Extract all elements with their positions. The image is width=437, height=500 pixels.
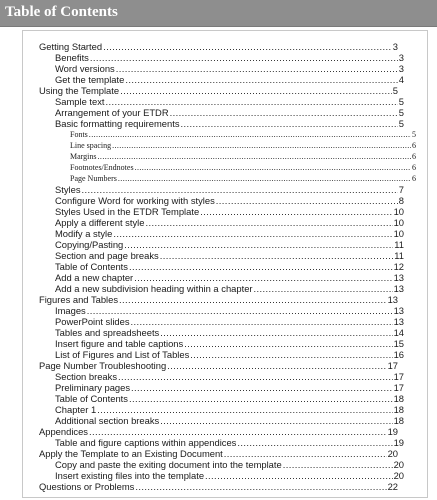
toc-dot-leader [129, 393, 393, 404]
toc-entry-page: 18 [393, 393, 404, 404]
toc-entry-page: 11 [394, 239, 404, 250]
toc-entry[interactable] [55, 206, 404, 217]
toc-dot-leader [170, 107, 398, 118]
toc-entry-label: Modify a style [55, 228, 113, 239]
toc-entry-label: Insert existing files into the template [55, 470, 205, 481]
toc-entry-page: 12 [393, 261, 404, 272]
toc-entry-label: Get the template [55, 74, 125, 85]
toc-entry-page: 4 [398, 74, 404, 85]
toc-entry[interactable] [39, 481, 398, 492]
toc-entry[interactable] [55, 349, 404, 360]
toc-dot-leader [89, 129, 411, 140]
toc-entry[interactable] [39, 426, 398, 437]
toc-entry-label: Preliminary pages [55, 382, 131, 393]
toc-entry-page: 10 [393, 206, 404, 217]
toc-entry-page: 11 [394, 250, 404, 261]
toc-entry-page: 6 [412, 141, 416, 150]
toc-dot-leader [134, 272, 392, 283]
toc-entry-page: 13 [387, 294, 398, 305]
toc-entry-label: Sample text [55, 96, 105, 107]
toc-entry-label: Styles [55, 184, 81, 195]
toc-entry-page: 6 [412, 174, 416, 183]
toc-entry-label: Basic formatting requirements [55, 118, 180, 129]
toc-dot-leader [125, 74, 397, 85]
toc-entry-page: 5 [398, 107, 404, 118]
toc-dot-leader [135, 162, 411, 173]
toc-entry[interactable] [55, 74, 404, 85]
toc-entry-page: 8 [398, 195, 404, 206]
toc-entry[interactable] [70, 129, 416, 140]
toc-entry-label: Word versions [55, 63, 115, 74]
toc-dot-leader [106, 96, 398, 107]
toc-entry-page: 17 [387, 360, 398, 371]
toc-entry-page: 20 [393, 470, 404, 481]
toc-entry-page: 7 [398, 184, 404, 195]
toc-entry-label: Apply a different style [55, 217, 145, 228]
toc-entry-label: Copying/Pasting [55, 239, 124, 250]
toc-entry-page: 13 [393, 316, 404, 327]
toc-entry[interactable] [39, 294, 398, 305]
toc-entry-label: Questions or Problems [39, 481, 135, 492]
toc-entry[interactable] [55, 107, 404, 118]
toc-entry-page: 19 [387, 426, 398, 437]
toc-entry-label: PowerPoint slides [55, 316, 130, 327]
toc-entry[interactable] [55, 184, 404, 195]
toc-entry-label: Chapter 1 [55, 404, 97, 415]
toc-entry-label: Copy and paste the exiting document into the template [55, 459, 282, 470]
toc-entry[interactable] [55, 250, 404, 261]
toc-entry-label: Tables and spreadsheets [55, 327, 160, 338]
toc-dot-leader [135, 481, 386, 492]
toc-entry[interactable] [55, 283, 404, 294]
toc-entry[interactable] [39, 448, 398, 459]
toc-dot-leader [120, 85, 392, 96]
toc-entry[interactable] [55, 228, 404, 239]
toc-entry-page: 3 [398, 63, 404, 74]
toc-dot-leader [116, 63, 398, 74]
toc-dot-leader [160, 415, 392, 426]
toc-entry-label: Getting Started [39, 41, 103, 52]
toc-dot-leader [103, 41, 392, 52]
toc-dot-leader [205, 470, 393, 481]
toc-entry-page: 18 [393, 404, 404, 415]
toc-entry[interactable] [55, 118, 404, 129]
toc-entry[interactable] [55, 371, 404, 382]
toc-entry-label: Section breaks [55, 371, 118, 382]
toc-entry[interactable] [39, 360, 398, 371]
toc-entry[interactable] [55, 470, 404, 481]
toc-entry[interactable] [55, 393, 404, 404]
toc-entry-label: Additional section breaks [55, 415, 160, 426]
toc-entry-page: 10 [393, 217, 404, 228]
toc-dot-leader [129, 261, 393, 272]
toc-entry[interactable] [70, 151, 416, 162]
toc-entry-page: 5 [392, 85, 398, 96]
toc-entry[interactable] [39, 85, 398, 96]
toc-dot-leader [118, 173, 411, 184]
toc-entry-label: Figures and Tables [39, 294, 119, 305]
toc-dot-leader [97, 404, 392, 415]
toc-entry[interactable] [55, 195, 404, 206]
toc-entry-label: Table of Contents [55, 261, 128, 272]
toc-entry[interactable] [70, 162, 416, 173]
toc-dot-leader [124, 239, 393, 250]
toc-entry-page: 6 [412, 152, 416, 161]
toc-entry-page: 19 [393, 437, 404, 448]
toc-entry[interactable] [55, 437, 404, 448]
toc-entry[interactable] [70, 173, 416, 184]
toc-dot-leader [184, 338, 392, 349]
toc-entry[interactable] [55, 327, 404, 338]
toc-entry[interactable] [55, 382, 404, 393]
toc-entry-page: 17 [393, 371, 404, 382]
toc-dot-leader [160, 327, 392, 338]
toc-entry-label: Insert figure and table captions [55, 338, 184, 349]
toc-entry-page: 17 [393, 382, 404, 393]
toc-entry-page: 5 [398, 96, 404, 107]
toc-entry-page: 22 [387, 481, 398, 492]
toc-dot-leader [113, 228, 392, 239]
toc-dot-leader [82, 184, 398, 195]
toc-dot-leader [89, 426, 387, 437]
toc-entry[interactable] [55, 316, 404, 327]
toc-entry-label: Appendices [39, 426, 88, 437]
toc-entry-page: 13 [393, 283, 404, 294]
toc-dot-leader [98, 151, 411, 162]
toc-entry[interactable] [39, 41, 398, 52]
toc-entry-label: Benefits [55, 52, 89, 63]
toc-dot-leader [112, 140, 411, 151]
toc-entry-page: 18 [393, 415, 404, 426]
toc-entry[interactable] [55, 338, 404, 349]
toc-entry[interactable] [55, 261, 404, 272]
toc-entry-label: Table of Contents [55, 393, 128, 404]
toc-entry-page: 5 [412, 130, 416, 139]
toc-dot-leader [254, 283, 393, 294]
toc-entry-label: Section and page breaks [55, 250, 159, 261]
toc-dot-leader [216, 195, 398, 206]
toc-entry[interactable] [55, 415, 404, 426]
toc-dot-leader [118, 371, 393, 382]
toc-entry-page: 3 [392, 41, 398, 52]
toc-entry-label: Using the Template [39, 85, 120, 96]
toc-dot-leader [200, 206, 392, 217]
toc-entry-label: Page Numbers [70, 174, 117, 183]
header-bar [0, 0, 437, 27]
toc-entry-page: 5 [398, 118, 404, 129]
toc-entry[interactable] [55, 305, 404, 316]
toc-entry-label: Fonts [70, 130, 88, 139]
toc-entry[interactable] [55, 404, 404, 415]
toc-entry-label: List of Figures and List of Tables [55, 349, 190, 360]
toc-entry-page: 15 [393, 338, 404, 349]
toc-entry-label: Add a new subdivision heading within a chapter [55, 283, 253, 294]
toc-dot-leader [167, 360, 386, 371]
toc-entry[interactable] [55, 96, 404, 107]
toc-entry-label: Add a new chapter [55, 272, 134, 283]
toc-entry-label: Images [55, 305, 86, 316]
toc-entry-page: 13 [393, 305, 404, 316]
toc-entry[interactable] [55, 63, 404, 74]
toc-entry-label: Apply the Template to an Existing Document [39, 448, 223, 459]
toc-dot-leader [224, 448, 387, 459]
toc-entry-page: 13 [393, 272, 404, 283]
toc-entry[interactable] [55, 272, 404, 283]
toc-entry-page: 20 [387, 448, 398, 459]
toc-entry[interactable] [55, 217, 404, 228]
toc-dot-leader [87, 305, 393, 316]
toc-entry-page: 16 [393, 349, 404, 360]
toc-entry-page: 6 [412, 163, 416, 172]
toc-entry-page: 14 [393, 327, 404, 338]
toc-entry-label: Arrangement of your ETDR [55, 107, 169, 118]
toc-dot-leader [131, 382, 393, 393]
toc-entry-label: Margins [70, 152, 97, 161]
page-title: Table of Contents [5, 4, 118, 20]
toc-entry[interactable] [70, 140, 416, 151]
toc-entry-label: Line spacing [70, 141, 112, 150]
toc-entry-label: Page Number Troubleshooting [39, 360, 167, 371]
toc-entry-label: Configure Word for working with styles [55, 195, 215, 206]
toc-entry[interactable] [55, 239, 404, 250]
toc-dot-leader [181, 118, 398, 129]
toc-entry-label: Footnotes/Endnotes [70, 163, 134, 172]
toc-dot-leader [90, 52, 398, 63]
toc-dot-leader [160, 250, 394, 261]
toc-entry[interactable] [55, 459, 404, 470]
toc-dot-leader [131, 316, 393, 327]
toc-dot-leader [119, 294, 387, 305]
toc-dot-leader [237, 437, 392, 448]
toc-dot-leader [283, 459, 393, 470]
toc-entry[interactable] [55, 52, 404, 63]
toc-entry-page: 3 [398, 52, 404, 63]
toc-entry-page: 20 [393, 459, 404, 470]
toc-dot-leader [145, 217, 392, 228]
toc-entry-label: Styles Used in the ETDR Template [55, 206, 200, 217]
toc-entry-page: 10 [393, 228, 404, 239]
toc-dot-leader [190, 349, 392, 360]
toc-entry-label: Table and figure captions within appendices [55, 437, 237, 448]
